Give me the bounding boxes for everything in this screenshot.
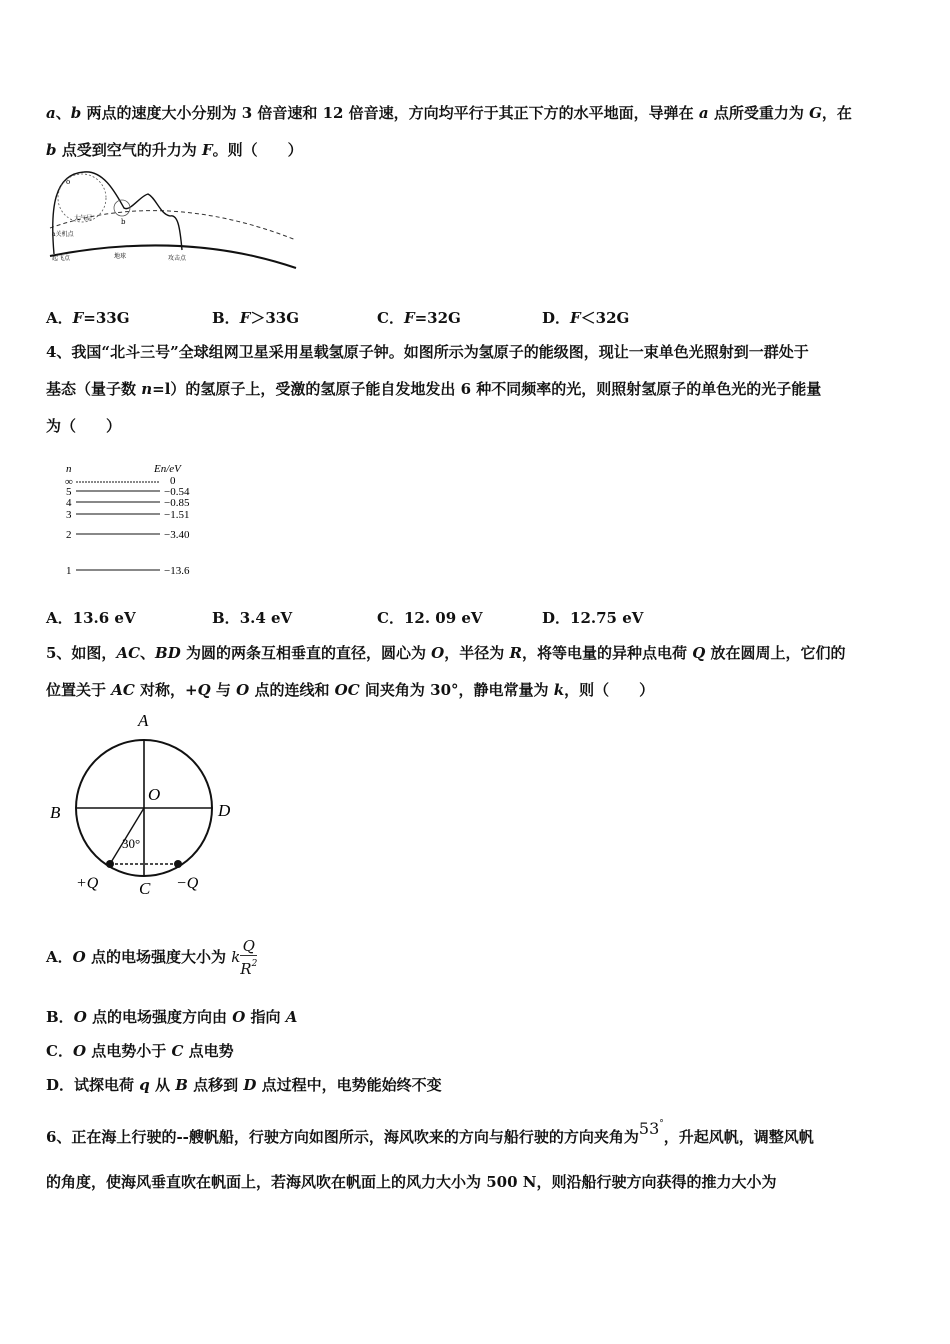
level-e-inf: 0 — [170, 475, 176, 487]
label-target: 攻击点 — [168, 255, 187, 262]
option-text: 从 — [149, 1076, 176, 1094]
q5-option-a — [46, 938, 257, 978]
text: ，升起风帆，调整风帆 — [663, 1128, 814, 1146]
text: 5、如图， — [46, 644, 117, 662]
var-B: B — [175, 1076, 188, 1094]
q3-option-c — [377, 308, 461, 328]
option-text: 点的电场强度大小为 — [85, 948, 226, 966]
level-e-2: −3.40 — [164, 529, 190, 541]
level-n-2: 2 — [66, 529, 72, 541]
text: ，将等电量的异种点电荷 — [521, 644, 693, 662]
text: 与 — [210, 681, 237, 699]
var-k: k — [553, 681, 565, 699]
level-n-5: 5 — [66, 486, 72, 498]
q4-text-line-3: 为（ ） — [46, 417, 122, 435]
text: 对称，+ — [134, 681, 198, 699]
level-e-1: −13.6 — [164, 565, 190, 577]
q5-text-line-1 — [46, 643, 846, 663]
option-text: 12.75 eV — [570, 609, 644, 627]
var-O: O — [73, 1008, 87, 1026]
label-launch: 起飞点 — [52, 255, 71, 262]
formula-fraction — [240, 938, 257, 978]
option-letter: A． — [46, 948, 73, 966]
text: ，在 — [821, 104, 852, 122]
option-letter: C． — [377, 609, 404, 627]
formula-numerator: Q — [240, 938, 257, 956]
charge-plus-dot — [106, 860, 114, 868]
label-B: B — [50, 803, 61, 822]
angle-degree: ° — [659, 1119, 664, 1129]
option-text: 点电势 — [183, 1042, 234, 1060]
option-letter: C． — [377, 309, 404, 327]
var-A: A — [285, 1008, 298, 1026]
var-O: O — [431, 644, 445, 662]
q4-text-line-2 — [46, 379, 821, 399]
q3-text-line-1 — [46, 103, 852, 123]
level-n-3: 3 — [66, 509, 72, 521]
var-AC: AC — [111, 681, 135, 699]
option-text: 指向 — [245, 1008, 286, 1026]
label-b: b — [121, 218, 126, 226]
label-A: A — [138, 711, 149, 730]
label-engine-off: a关机点 — [52, 231, 74, 238]
e-header: En/eV — [154, 463, 181, 475]
option-text: ＞33G — [250, 309, 300, 327]
q4-option-c — [377, 608, 483, 628]
formula-k: k — [231, 948, 241, 966]
q4-text-line-1: 4、我国“北斗三号”全球组网卫星采用星载氢原子钟。如图所示为氢原子的能级图，现让一束单色光照射到一群处于 — [46, 343, 809, 361]
option-text: 点过程中，电势能始终不变 — [256, 1076, 442, 1094]
option-letter: B． — [46, 1008, 74, 1026]
text: =l）的氢原子上，受激的氢原子能自发地发出 6 种不同频率的光，则照射氢原子的单色光的光子能量 — [152, 380, 822, 398]
option-text: 12. 09 eV — [403, 609, 483, 627]
option-text: =32G — [414, 309, 461, 327]
var-D: D — [243, 1076, 257, 1094]
var-O: O — [236, 681, 250, 699]
angle-value: 53 — [638, 1119, 660, 1138]
text: 、 — [55, 104, 71, 122]
level-e-5: −0.54 — [164, 486, 190, 498]
trajectory-curve — [53, 172, 182, 254]
label-atmosphere: 大气层 — [74, 215, 93, 222]
level-n-inf: ∞ — [65, 476, 73, 488]
text: 放在圆周上，它们的 — [705, 644, 846, 662]
text: 点的连线和 — [249, 681, 335, 699]
var-F: F — [570, 309, 581, 327]
q4-option-d — [542, 608, 643, 628]
q6-text-line-2: 的角度，使海风垂直吹在帆面上，若海风吹在帆面上的风力大小为 500 N，则沿船行驶方向获得的推力大小为 — [46, 1173, 777, 1191]
label-minus-q: −Q — [176, 875, 199, 892]
q6-text-line-1 — [46, 1119, 814, 1147]
var-OC: OC — [334, 681, 360, 699]
n-header: n — [66, 463, 72, 475]
missile-trajectory-figure — [44, 168, 304, 272]
var-R: R — [509, 644, 522, 662]
option-text: ＜32G — [580, 309, 630, 327]
level-e-3: −1.51 — [164, 509, 190, 521]
label-C: C — [139, 879, 151, 898]
label-D: D — [218, 801, 231, 820]
formula-R: R — [240, 960, 252, 978]
q4-option-b — [212, 608, 292, 628]
text: 间夹角为 30°，静电常量为 — [359, 681, 554, 699]
formula-exponent: 2 — [251, 959, 258, 969]
label-angle: 30° — [122, 836, 141, 851]
label-O: O — [148, 785, 161, 804]
option-letter: A． — [46, 309, 73, 327]
q3-option-d — [542, 308, 629, 328]
option-letter: B． — [212, 309, 240, 327]
var-F: F — [403, 309, 415, 327]
energy-level-diagram — [60, 460, 210, 582]
q4-option-a — [46, 608, 136, 628]
var-b: b — [70, 104, 82, 122]
var-n: n — [141, 380, 153, 398]
label-plus-q: +Q — [76, 875, 99, 892]
text: 点受到空气的升力为 — [56, 141, 202, 159]
option-text: 3.4 eV — [239, 609, 293, 627]
text: 6、正在海上行驶的--艘帆船，行驶方向如图所示，海风吹来的方向与船行驶的方向夹角为 — [46, 1128, 639, 1146]
option-letter: D． — [542, 309, 571, 327]
level-n-4: 4 — [66, 497, 72, 509]
var-Q: Q — [197, 681, 211, 699]
q5-option-d — [46, 1075, 442, 1095]
charge-minus-dot — [174, 860, 182, 868]
text: 点所受重力为 — [708, 104, 810, 122]
var-C: C — [171, 1042, 184, 1060]
q3-option-b — [212, 308, 299, 328]
var-AC: AC — [116, 644, 141, 662]
q5-option-b — [46, 1007, 297, 1027]
text: 。则（ ） — [212, 141, 303, 159]
var-b: b — [46, 141, 57, 159]
formula-denominator — [240, 956, 257, 978]
var-O: O — [232, 1008, 246, 1026]
level-n-1: 1 — [66, 565, 72, 577]
text: 、 — [140, 644, 156, 662]
var-a: a — [698, 104, 709, 122]
label-o: o — [66, 178, 71, 186]
option-text: 点移到 — [187, 1076, 244, 1094]
var-G: G — [809, 104, 822, 122]
option-letter: A． — [46, 609, 73, 627]
text: 为圆的两条互相垂直的直径，圆心为 — [180, 644, 432, 662]
var-O: O — [72, 1042, 87, 1060]
q3-option-a — [46, 308, 130, 328]
q5-option-c — [46, 1041, 234, 1061]
level-e-4: −0.85 — [164, 497, 190, 509]
var-O: O — [72, 948, 86, 966]
option-text: =33G — [83, 309, 130, 327]
var-a: a — [46, 104, 56, 122]
q3-text-line-2 — [46, 140, 303, 160]
circle-charges-figure — [44, 708, 244, 904]
option-letter: B． — [212, 609, 240, 627]
option-letter: C． — [46, 1042, 73, 1060]
text: 两点的速度大小分别为 3 倍音速和 12 倍音速，方向均平行于其正下方的水平地面，导弹在 — [81, 104, 699, 122]
q5-text-line-2 — [46, 680, 654, 700]
text: 基态（量子数 — [46, 380, 142, 398]
var-q: q — [139, 1076, 150, 1094]
var-F: F — [201, 141, 213, 159]
text: ，半径为 — [444, 644, 510, 662]
var-F: F — [239, 309, 251, 327]
option-text: 点电势小于 — [86, 1042, 172, 1060]
option-letter: D．试探电荷 — [46, 1076, 140, 1094]
var-BD: BD — [155, 644, 181, 662]
text: 位置关于 — [46, 681, 112, 699]
var-Q: Q — [692, 644, 706, 662]
var-F: F — [72, 309, 84, 327]
option-text: 13.6 eV — [72, 609, 136, 627]
text: ，则（ ） — [564, 681, 655, 699]
option-letter: D． — [542, 609, 571, 627]
option-text: 点的电场强度方向由 — [86, 1008, 233, 1026]
label-range: 地球 — [114, 253, 127, 260]
